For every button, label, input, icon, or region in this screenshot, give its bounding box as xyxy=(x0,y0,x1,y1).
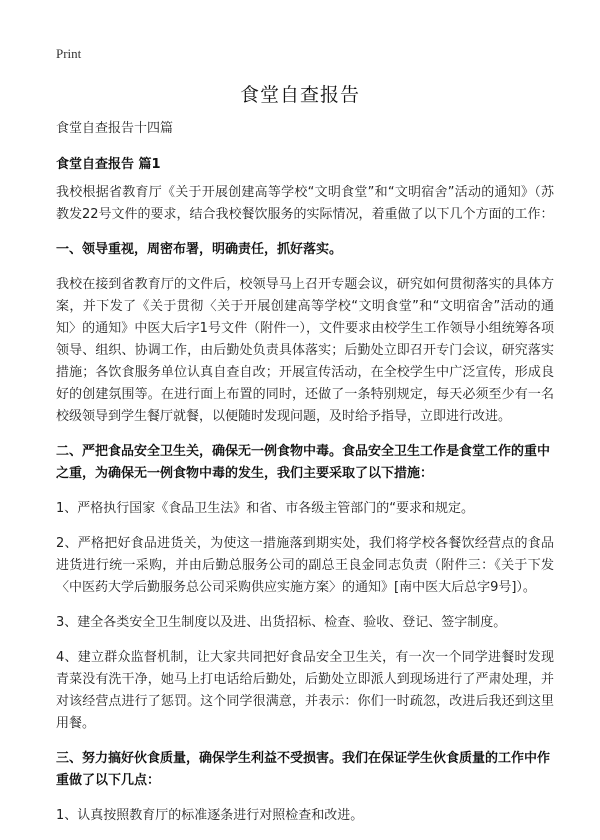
section-title: 食堂自查报告 篇1 xyxy=(56,157,161,172)
document-subtitle: 食堂自查报告十四篇 xyxy=(56,121,174,136)
print-link[interactable]: Print xyxy=(56,46,82,61)
heading-leadership: 一、领导重视，周密布署，明确责任，抓好落实。 xyxy=(56,242,343,257)
intro-paragraph: 我校根据省教育厅《关于开展创建高等学校“文明食堂”和“文明宿舍”活动的通知》（苏教发22号文件的要求，结合我校餐饮服务的实际情况，着重做了以下几个方面的工作： xyxy=(56,185,554,222)
safety-item-1: 1、严格执行国家《食品卫生法》和省、市各级主管部门的“要求和规定。 xyxy=(56,501,475,516)
heading-food-quality: 三、努力搞好伙食质量，确保学生利益不受损害。我们在保证学生伙食质量的工作中作重做了以下几点： xyxy=(56,751,551,788)
leadership-paragraph: 我校在接到省教育厅的文件后，校领导马上召开专题会议，研究如何贯彻落实的具体方案，并下发了《关于贯彻〈关于开展创建高等学校“文明食堂”和“文明宿舍”活动的通知〉的通知》中医大后字1号文件（附件一），文件要求由校学生工作领导小组统筹各项领导、组织、协调工作，由后勤处负责具体落实；后勤处立即召开专门会议，研究落实措施；各饮食服务单位认真自查自改；开展宣传活动，在全校学生中广泛宣传，形成良好的创建氛围等。在进行面上布置的同时，还做了一条特别规定，每天必须至少有一名校级领导到学生餐厅就餐，以便随时发现问题，及时给予指导，立即进行改进。 xyxy=(56,277,554,424)
safety-item-4: 4、建立群众监督机制，让大家共同把好食品安全卫生关，有一次一个同学进餐时发现青菜没有洗干净，她马上打电话给后勤处，后勤处立即派人到现场进行了严肃处理，并对该经营点进行了惩罚。这个同学很满意，并表示：你们一时疏忽，改进后我还到这里用餐。 xyxy=(56,650,554,731)
page-title: 食堂自查报告 xyxy=(239,84,360,106)
heading-food-safety: 二、严把食品安全卫生关，确保无一例食物中毒。食品安全卫生工作是食堂工作的重中之重，为确保无一例食物中毒的发生，我们主要采取了以下措施： xyxy=(56,444,551,481)
safety-item-2: 2、严格把好食品进货关，为使这一措施落到期实处，我们将学校各餐饮经营点的食品进货进行统一采购，并由后勤总服务公司的副总王良金同志负责（附件三：《关于下发〈中医药大学后勤服务总公司采购供应实施方案〉的通知》[南中医大后总字9号]）。 xyxy=(56,536,554,595)
quality-item-1: 1、认真按照教育厅的标准逐条进行对照检查和改进。 xyxy=(56,808,364,823)
document-body xyxy=(56,118,554,840)
safety-item-3: 3、建全各类安全卫生制度以及进、出货招标、检查、验收、登记、签字制度。 xyxy=(56,615,507,630)
